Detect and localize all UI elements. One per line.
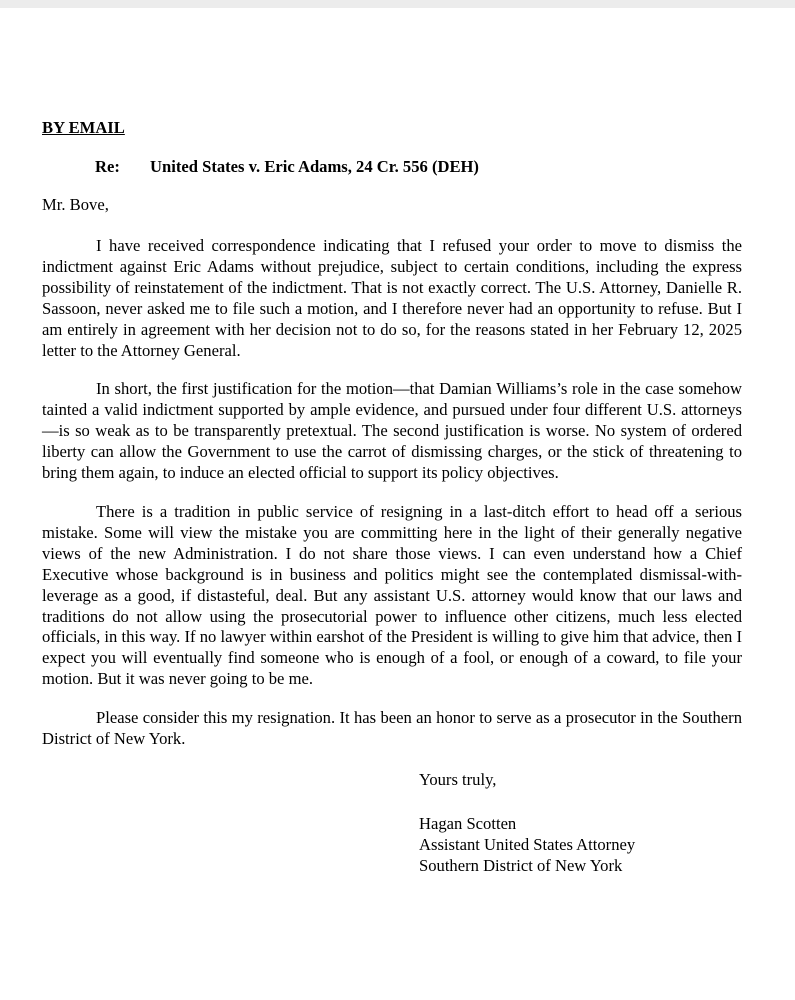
signature-block xyxy=(419,814,742,876)
signer-name: Hagan Scotten xyxy=(419,813,517,833)
paragraph-refusal: I have received correspondence indicating that I refused your order to move to dismiss the indictment against Eric Adams without prejudice, subject to certain conditions, including the express possibility of reinstatement of the indictment. That is not exactly correct. The U.S. Attorney, Danielle R. Sassoon, never asked me to file such a motion, and I therefore never had an opportunity to refuse. But I am entirely in agreement with her decision not to do so, for the reasons stated in her February 12, 2025 letter to the Attorney General. xyxy=(42,236,742,360)
signer-title: Assistant United States Attorney xyxy=(419,834,636,854)
paragraph-justification: In short, the first justification for the motion—that Damian Williams’s role in the case somehow tainted a valid indictment supported by ample evidence, and pursued under four different U.S. attorneys—is so weak as to be transparently pretextual. The second justification is worse. No system of ordered liberty can allow the Government to use the carrot of dismissing charges, or the stick of threatening to bring them again, to induce an elected official to support its policy objectives. xyxy=(42,379,742,483)
salutation: Mr. Bove, xyxy=(42,195,109,214)
paragraph-tradition: There is a tradition in public service of resigning in a last-ditch effort to head off a serious mistake. Some will view the mistake you are committing here in the light of their generally negative views of the new Administration. I do not share those views. I can even understand how a Chief Executive whose background is in business and politics might see the contemplated dismissal-with-leverage as a good, if distasteful, deal. But any assistant U.S. attorney would know that our laws and traditions do not allow using the prosecutorial power to influence other citizens, much less elected officials, in this way. If no lawyer within earshot of the President is willing to give him that advice, then I expect you will eventually find someone who is enough of a fool, or enough of a coward, to file your motion. But it was never going to be me. xyxy=(42,501,742,689)
case-caption: United States v. Eric Adams, 24 Cr. 556 (DEH) xyxy=(150,157,479,176)
valediction: Yours truly, xyxy=(419,769,497,789)
paragraph-resignation: Please consider this my resignation. It has been an honor to serve as a prosecutor in the Southern District of New York. xyxy=(42,708,742,749)
subject-label: Re: xyxy=(95,157,120,176)
delivery-method-label: BY EMAIL xyxy=(42,118,125,137)
subject-line xyxy=(42,154,742,180)
letter-page xyxy=(42,114,742,876)
closing-block xyxy=(419,768,742,876)
signer-office: Southern District of New York xyxy=(419,855,623,875)
top-border-strip xyxy=(0,0,795,8)
